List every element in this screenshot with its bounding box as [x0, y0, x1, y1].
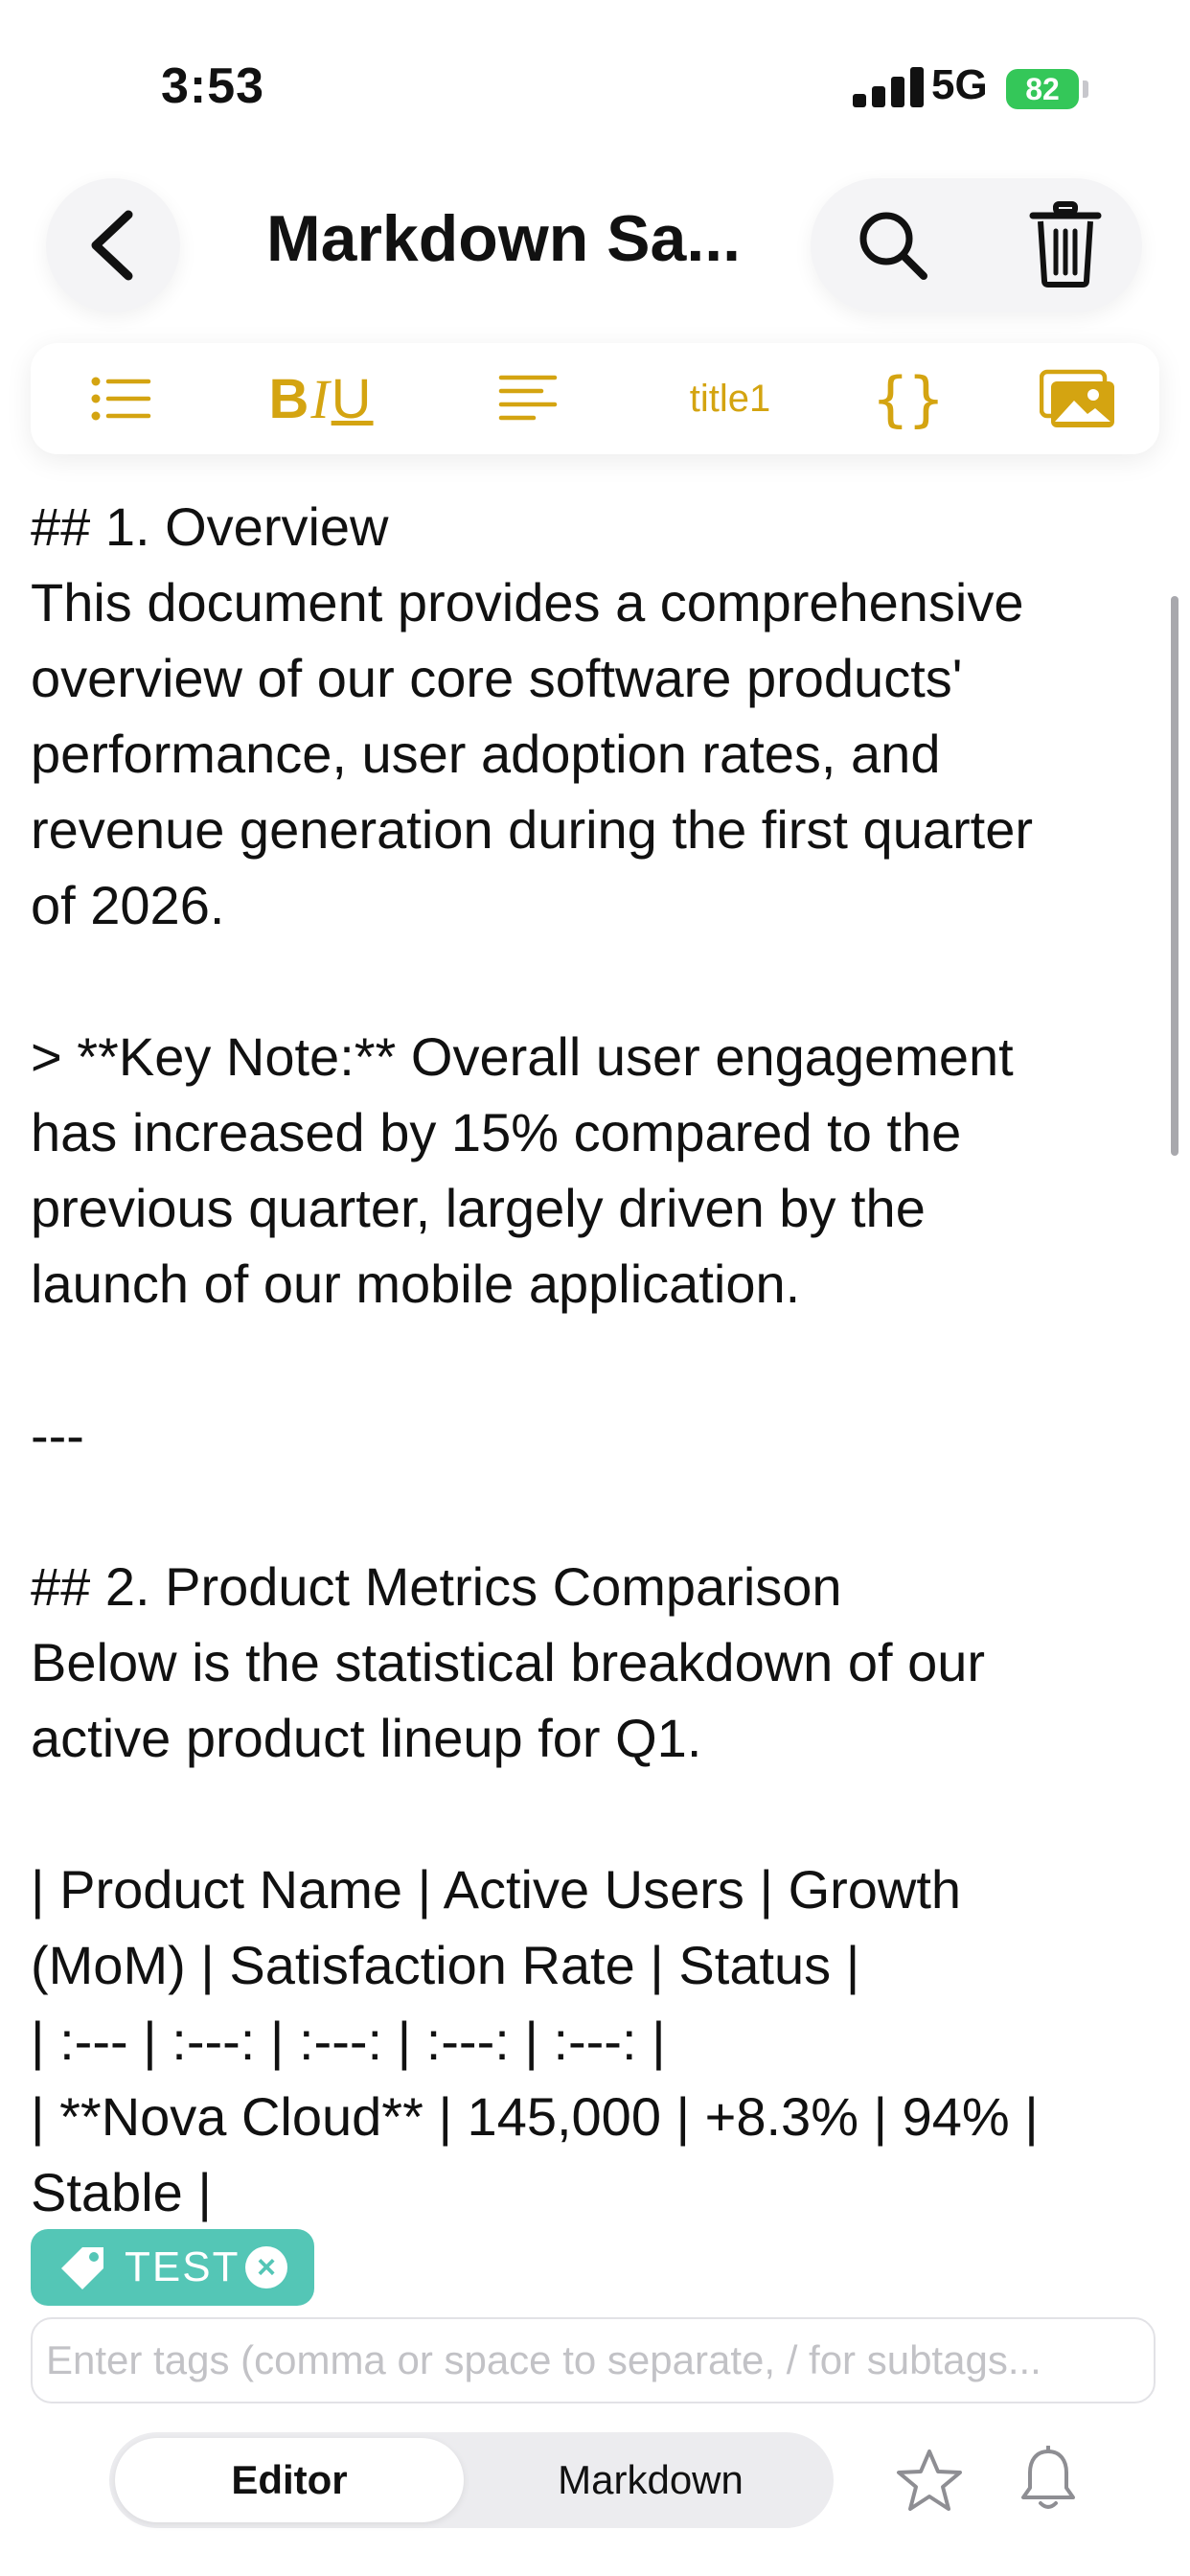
- content-line: | **Nova Cloud** | 145,000 | +8.3% | 94% |: [31, 2086, 1039, 2147]
- align-button[interactable]: [475, 343, 581, 454]
- code-block-button[interactable]: [851, 343, 966, 454]
- content-line: previous quarter, largely driven by the: [31, 1178, 926, 1238]
- signal-icon: [853, 67, 931, 107]
- align-icon: [497, 372, 559, 426]
- content-line: revenue generation during the first quarter: [31, 799, 1033, 860]
- content-line: ---: [31, 1405, 84, 1465]
- tag-icon: [57, 2242, 109, 2293]
- heading-label: title1: [689, 377, 771, 420]
- content-line: (MoM) | Satisfaction Rate | Status |: [31, 1935, 860, 1995]
- content-line: > **Key Note:** Overall user engagement: [31, 1026, 1014, 1087]
- text-style-button[interactable]: [249, 343, 393, 454]
- content-line: [31, 1776, 1152, 1852]
- status-time: 3:53: [161, 58, 265, 114]
- scrollbar[interactable]: [1171, 596, 1179, 1156]
- content-line: Below is the statistical breakdown of our: [31, 1632, 986, 1692]
- content-line: launch of our mobile application.: [31, 1254, 801, 1314]
- search-button[interactable]: [843, 196, 943, 295]
- content-line: of 2026.: [31, 875, 225, 935]
- content-line: This document provides a comprehensive: [31, 572, 1024, 632]
- braces-icon: {}: [872, 363, 945, 434]
- tab-editor[interactable]: Editor: [115, 2438, 464, 2522]
- tag-chip[interactable]: [31, 2229, 314, 2306]
- content-line: has increased by 15% compared to the: [31, 1102, 962, 1162]
- chevron-left-icon: [84, 209, 142, 282]
- heading-button[interactable]: [646, 343, 814, 454]
- content-line: active product lineup for Q1.: [31, 1708, 702, 1768]
- tag-chip-label: TEST: [125, 2243, 240, 2290]
- content-line: overview of our core software products': [31, 648, 963, 708]
- favorite-button[interactable]: [891, 2442, 968, 2518]
- battery-icon: [1006, 69, 1079, 109]
- trash-icon: [1029, 200, 1102, 288]
- content-line: | :--- | :---: | :---: | :---: | :---: |: [31, 2011, 666, 2071]
- star-icon: [896, 2448, 963, 2513]
- page-title: Markdown Sa...: [266, 202, 741, 275]
- back-button[interactable]: [46, 178, 180, 312]
- tag-input[interactable]: [31, 2317, 1156, 2404]
- bold-label: B: [268, 367, 311, 430]
- bell-icon: [1018, 2446, 1078, 2513]
- content-line: ## 2. Product Metrics Comparison: [31, 1556, 842, 1617]
- battery-level: 82: [1025, 71, 1060, 106]
- content-line: [31, 1473, 1152, 1549]
- images-icon: [1040, 368, 1116, 429]
- list-icon: [91, 376, 152, 422]
- content-line: Stable |: [31, 2162, 212, 2222]
- content-line: | Product Name | Active Users | Growth: [31, 1859, 962, 1920]
- underline-label: U: [331, 367, 374, 430]
- tag-remove-button[interactable]: ×: [245, 2246, 287, 2288]
- content-line: [31, 1322, 1152, 1397]
- italic-label: I: [310, 367, 332, 430]
- reminder-button[interactable]: [1010, 2440, 1087, 2518]
- content-line: [31, 943, 1152, 1019]
- mode-segmented-control: [109, 2432, 834, 2528]
- delete-button[interactable]: [1014, 192, 1117, 297]
- editor-content[interactable]: [31, 489, 1152, 2230]
- content-line: performance, user adoption rates, and: [31, 724, 941, 784]
- battery-tip: [1083, 80, 1088, 98]
- search-icon: [855, 207, 931, 284]
- network-label: 5G: [931, 61, 988, 108]
- list-button[interactable]: [69, 343, 174, 454]
- tab-markdown[interactable]: Markdown: [558, 2457, 744, 2502]
- content-line: ## 1. Overview: [31, 496, 389, 557]
- format-toolbar: [31, 343, 1159, 454]
- insert-image-button[interactable]: [1021, 343, 1134, 454]
